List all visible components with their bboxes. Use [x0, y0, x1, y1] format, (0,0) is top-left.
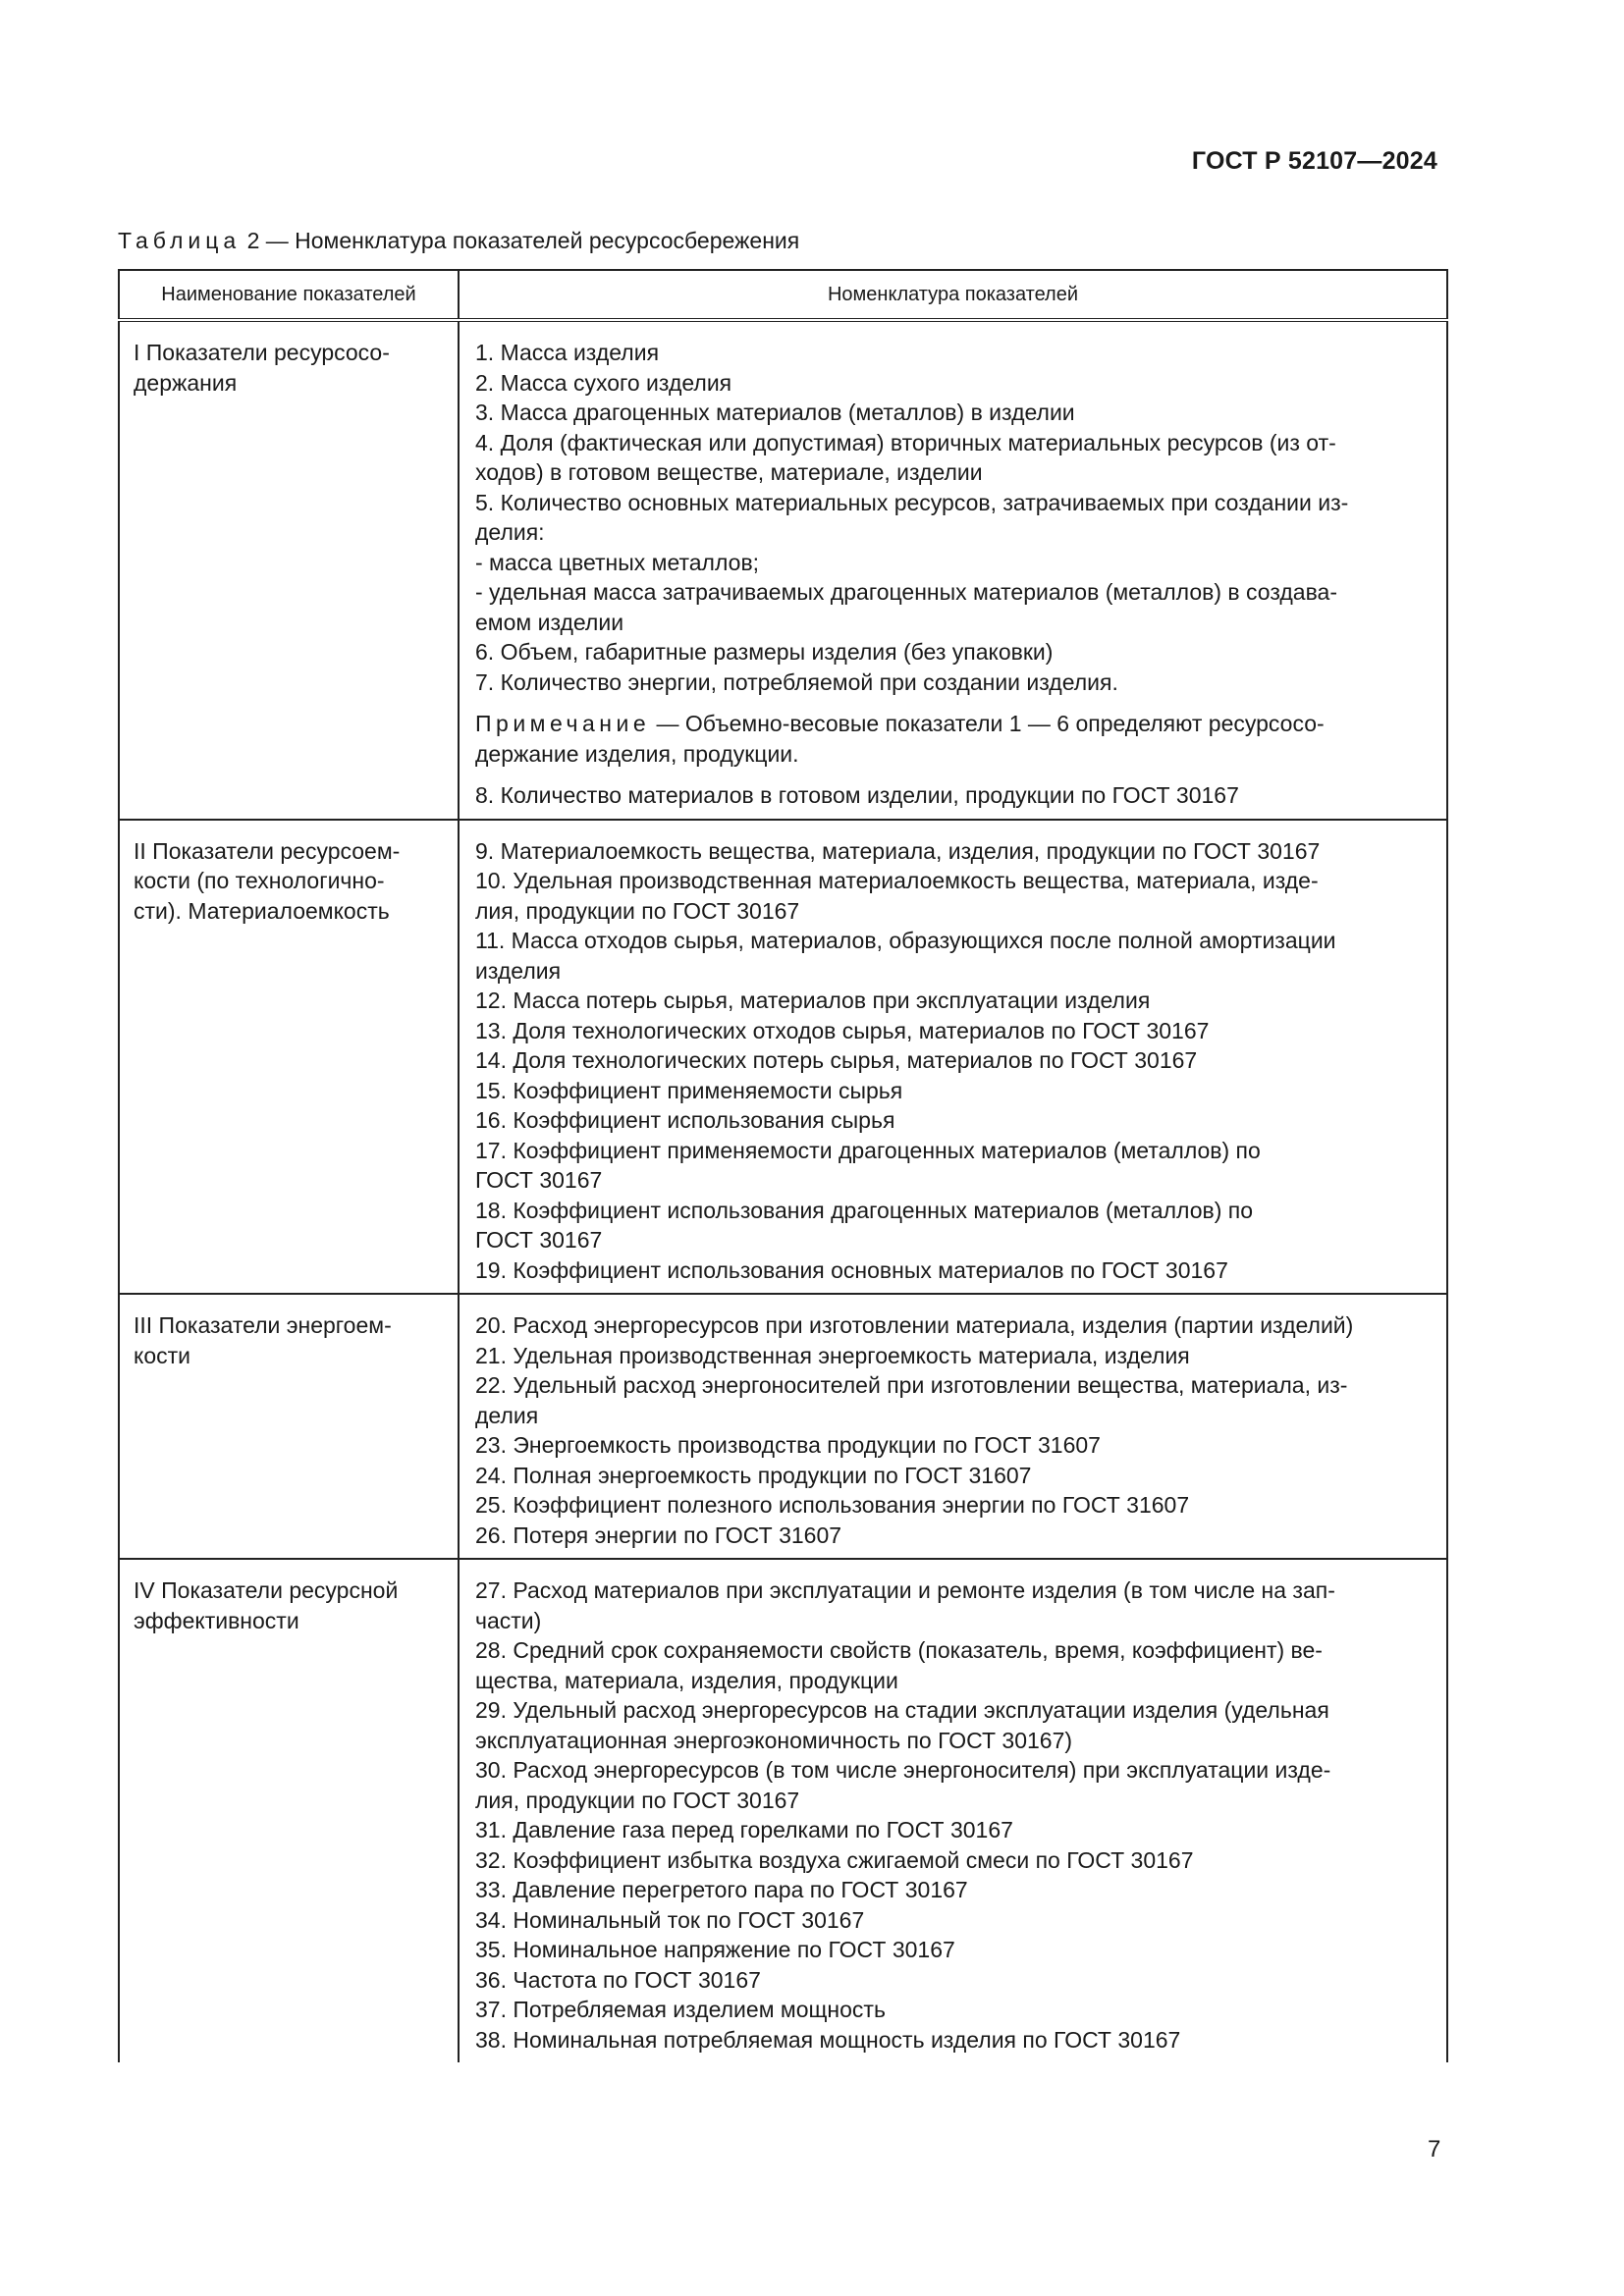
indicator-item: 26. Потеря энергии по ГОСТ 31607 [475, 1522, 842, 1548]
nomenclature-table [118, 269, 1448, 2062]
header-indicator-name: Наименование показателей [119, 270, 459, 320]
table-note-label: Примечание [475, 711, 651, 736]
table-header-row [119, 270, 1447, 320]
indicator-item: 6. Объем, габаритные размеры изделия (без упаковки) [475, 639, 1054, 665]
indicator-item: 28. Средний срок сохраняемости свойств (показатель, время, коэффициент) ве- щества, материала, изделия, продукции [475, 1637, 1323, 1693]
indicator-item: 38. Номинальная потребляемая мощность изделия по ГОСТ 30167 [475, 2026, 1181, 2053]
indicator-item: 7. Количество энергии, потребляемой при создании изделия. [475, 668, 1118, 695]
indicator-item: 23. Энергоемкость производства продукции по ГОСТ 31607 [475, 1432, 1101, 1458]
indicator-item: 25. Коэффициент полезного использования энергии по ГОСТ 31607 [475, 1492, 1190, 1518]
table-row [119, 1294, 1447, 1559]
indicator-item: 9. Материалоемкость вещества, материала, изделия, продукции по ГОСТ 30167 [475, 837, 1321, 864]
indicator-item: 11. Масса отходов сырья, материалов, образующихся после полной амортизации изделия [475, 928, 1336, 984]
indicator-item: 18. Коэффициент использования драгоценных материалов (металлов) по ГОСТ 30167 [475, 1197, 1253, 1253]
table-caption-title: — Номенклатура показателей ресурсосбережения [265, 228, 800, 253]
indicator-item: 35. Номинальное напряжение по ГОСТ 30167 [475, 1937, 955, 1962]
indicator-list [459, 820, 1447, 1295]
indicator-group-name: III Показатели энергоем- кости [119, 1294, 459, 1559]
header-indicator-nomenclature: Номенклатура показателей [459, 270, 1447, 320]
indicator-item: 5. Количество основных материальных ресурсов, затрачиваемых при создании из- делия: [475, 489, 1349, 545]
indicator-item: 20. Расход энергоресурсов при изготовлении материала, изделия (партии изделий) [475, 1312, 1354, 1338]
indicator-list [459, 320, 1447, 820]
table-note: Примечание — Объемно-весовые показатели 1 — 6 определяют ресурсосо- держание изделия, продукции. [475, 711, 1325, 767]
indicator-item: 8. Количество материалов в готовом изделии, продукции по ГОСТ 30167 [475, 782, 1239, 808]
indicator-item: 19. Коэффициент использования основных материалов по ГОСТ 30167 [475, 1256, 1228, 1283]
indicator-item: 33. Давление перегретого пара по ГОСТ 30167 [475, 1877, 968, 1902]
indicator-list [459, 1559, 1447, 2062]
indicator-item: 10. Удельная производственная материалоемкость вещества, материала, изде- лия, продукции по ГОСТ 30167 [475, 868, 1319, 924]
indicator-item: 32. Коэффициент избытка воздуха сжигаемой смеси по ГОСТ 30167 [475, 1846, 1194, 1873]
indicator-item: 37. Потребляемая изделием мощность [475, 1997, 886, 2022]
indicator-item: - удельная масса затрачиваемых драгоценных материалов (металлов) в создава- емом изделии [475, 579, 1337, 635]
indicator-item: 12. Масса потерь сырья, материалов при эксплуатации изделия [475, 988, 1151, 1013]
indicator-item: 15. Коэффициент применяемости сырья [475, 1077, 903, 1103]
indicator-group-name: I Показатели ресурсосо- держания [119, 320, 459, 820]
indicator-item: 2. Масса сухого изделия [475, 369, 732, 396]
indicator-item: 24. Полная энергоемкость продукции по ГОСТ 31607 [475, 1462, 1032, 1488]
indicator-item: 30. Расход энергоресурсов (в том числе энергоносителя) при эксплуатации изде- лия, продукции по ГОСТ 30167 [475, 1757, 1331, 1813]
indicator-item: 31. Давление газа перед горелками по ГОСТ 30167 [475, 1817, 1013, 1842]
indicator-item: 16. Коэффициент использования сырья [475, 1107, 895, 1133]
indicator-item: 1. Масса изделия [475, 340, 660, 365]
standard-code: ГОСТ Р 52107—2024 [1191, 147, 1437, 175]
indicator-item: 17. Коэффициент применяемости драгоценных материалов (металлов) по ГОСТ 30167 [475, 1137, 1261, 1193]
indicator-item: 21. Удельная производственная энергоемкость материала, изделия [475, 1342, 1190, 1368]
indicator-group-name: II Показатели ресурсоем- кости (по технологично- сти). Материалоемкость [119, 820, 459, 1295]
indicator-item: 14. Доля технологических потерь сырья, материалов по ГОСТ 30167 [475, 1047, 1198, 1073]
table-caption-label: Таблица [118, 228, 242, 253]
table-row [119, 1559, 1447, 2062]
table-caption-number: 2 [246, 228, 260, 253]
indicator-item: 4. Доля (фактическая или допустимая) вторичных материальных ресурсов (из от- ходов) в готовом веществе, материале, изделии [475, 429, 1336, 485]
page-number: 7 [1428, 2136, 1441, 2163]
table-caption [118, 228, 799, 254]
indicator-item: 34. Номинальный ток по ГОСТ 30167 [475, 1906, 865, 1933]
table-row [119, 820, 1447, 1295]
table-row [119, 320, 1447, 820]
indicator-item: 36. Частота по ГОСТ 30167 [475, 1966, 761, 1993]
indicator-item: 22. Удельный расход энергоносителей при изготовлении вещества, материала, из- делия [475, 1372, 1348, 1428]
indicator-item: 27. Расход материалов при эксплуатации и ремонте изделия (в том числе на зап- части) [475, 1577, 1335, 1633]
indicator-list [459, 1294, 1447, 1559]
indicator-item: 3. Масса драгоценных материалов (металлов) в изделии [475, 400, 1075, 425]
indicator-group-name: IV Показатели ресурсной эффективности [119, 1559, 459, 2062]
indicator-item: 13. Доля технологических отходов сырья, материалов по ГОСТ 30167 [475, 1017, 1210, 1043]
indicator-item: 29. Удельный расход энергоресурсов на стадии эксплуатации изделия (удельная эксплуатационная энергоэкономичность по ГОСТ 30167) [475, 1697, 1329, 1753]
indicator-item: - масса цветных металлов; [475, 549, 760, 575]
